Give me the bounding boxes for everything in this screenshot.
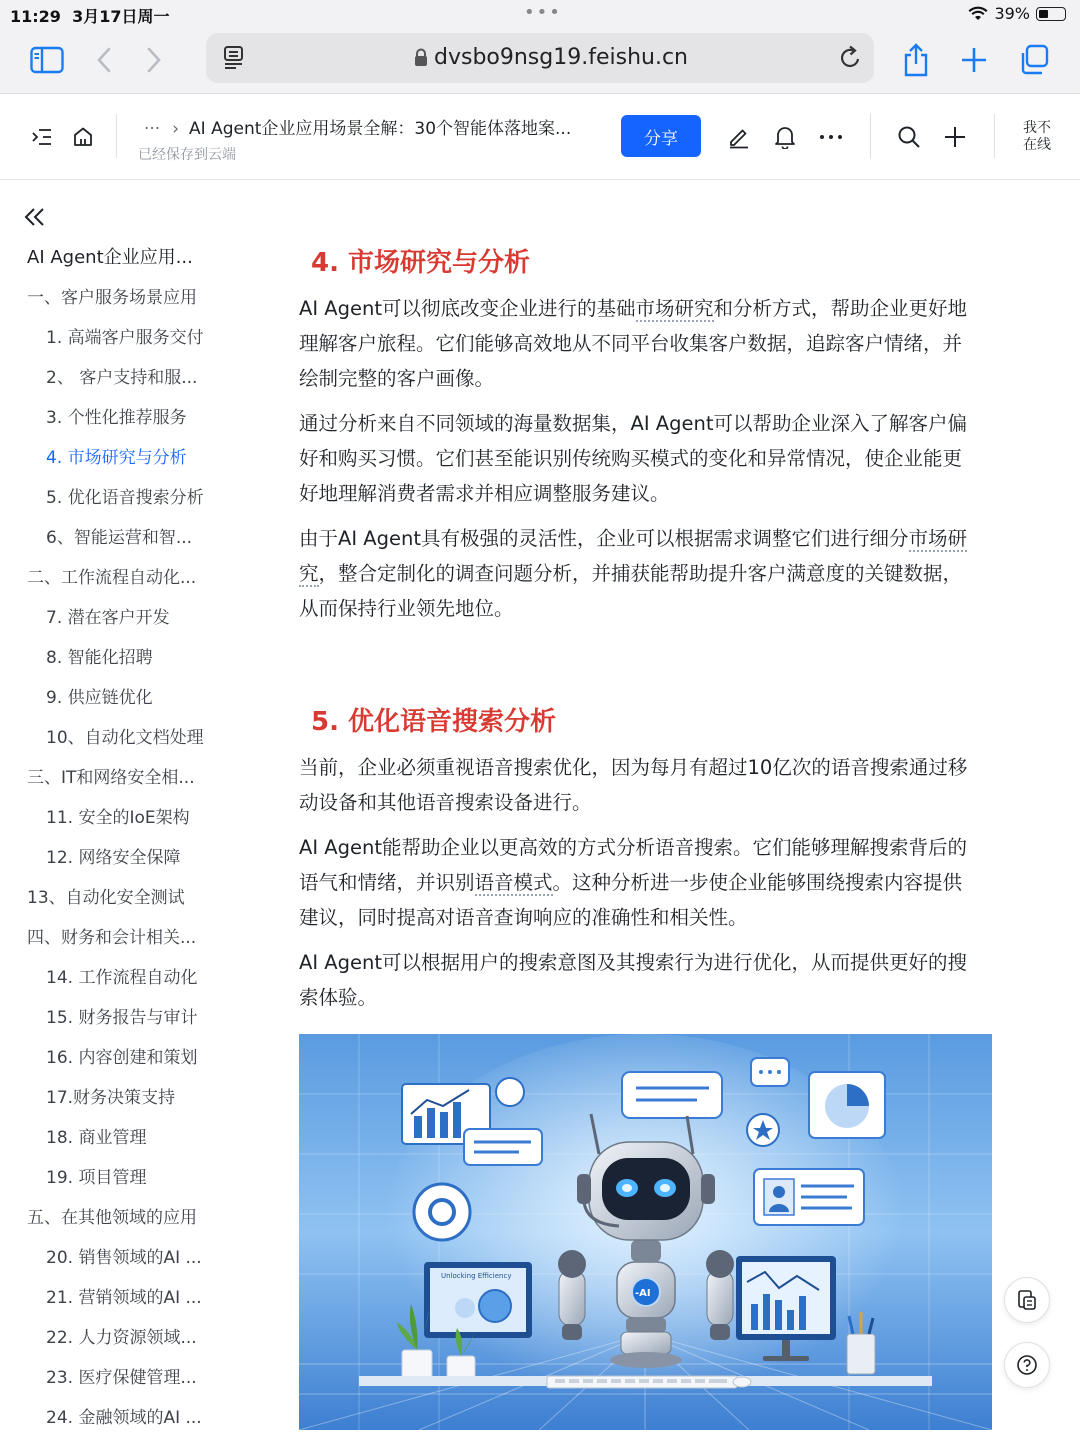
toc-item[interactable]: 9. 供应链优化	[46, 688, 153, 708]
toc-item[interactable]: 7. 潜在客户开发	[46, 608, 170, 628]
toc-item[interactable]: 24. 金融领域的AI ...	[46, 1408, 202, 1428]
toc-item-active[interactable]: 4. 市场研究与分析	[46, 448, 187, 468]
lock-icon	[414, 48, 428, 72]
toc-item[interactable]: 19. 项目管理	[46, 1168, 147, 1188]
paragraph: 由于AI Agent具有极强的灵活性，企业可以根据需求调整它们进行细分市场研究，整合定制化的调查问题分析，并捕获能帮助提升客户满意度的关键数据，从而保持行业领先地位。	[299, 527, 968, 620]
breadcrumb-more[interactable]: ···	[144, 119, 161, 139]
reader-icon[interactable]	[222, 45, 246, 75]
toc-list	[0, 238, 240, 1438]
tabs-overview-icon[interactable]	[1014, 40, 1054, 80]
new-tab-icon[interactable]	[954, 40, 994, 80]
toc-item[interactable]: 四、财务和会计相关...	[27, 928, 197, 948]
help-button[interactable]	[1004, 1342, 1050, 1388]
share-button[interactable]: 分享	[621, 115, 701, 157]
breadcrumb[interactable]: ··· › AI Agent企业应用场景全解：30个智能体落地案...	[144, 119, 572, 139]
toc-item[interactable]: 23. 医疗保健管理...	[46, 1368, 197, 1388]
sidebar-toggle-icon[interactable]	[27, 40, 67, 80]
toc-item[interactable]: 13、自动化安全测试	[27, 888, 185, 908]
status-date: 3月17日周一	[72, 7, 170, 26]
browser-toolbar	[0, 28, 1080, 94]
toc-item[interactable]: 16. 内容创建和策划	[46, 1048, 198, 1068]
paragraph: 当前，企业必须重视语音搜索优化，因为每月有超过10亿次的语音搜索通过移动设备和其他语音搜索设备进行。	[299, 756, 968, 814]
toc-item[interactable]: 1. 高端客户服务交付	[46, 328, 204, 348]
document-icon	[1017, 1289, 1037, 1311]
help-icon	[1016, 1354, 1038, 1376]
term-link[interactable]: 市场研究	[299, 527, 968, 585]
term-link[interactable]: 市场研究	[635, 297, 714, 320]
search-icon[interactable]	[894, 122, 924, 152]
section-heading-5: 5. 优化语音搜索分析	[311, 707, 557, 737]
toc-item[interactable]: 三、IT和网络安全相...	[27, 768, 195, 788]
paragraph: AI Agent可以彻底改变企业进行的基础市场研究和分析方式，帮助企业更好地理解客户旅程。它们能够高效地从不同平台收集客户数据，追踪客户情绪，并绘制完整的客户画像。	[299, 297, 968, 390]
toc-item[interactable]: 五、在其他领域的应用	[27, 1208, 197, 1228]
save-status: 已经保存到云端	[138, 147, 236, 163]
toc-item[interactable]: 11. 安全的IoE架构	[46, 808, 190, 828]
toc-item[interactable]: 3. 个性化推荐服务	[46, 408, 187, 428]
toc-item[interactable]: 8. 智能化招聘	[46, 648, 153, 668]
online-status[interactable]: 我不在线	[1023, 120, 1051, 153]
robot-badge: -AI	[635, 1288, 651, 1299]
screen-caption: Unlocking Efficiency	[441, 1272, 512, 1280]
section-heading-4: 4. 市场研究与分析	[311, 248, 531, 278]
toc-item[interactable]: AI Agent企业应用...	[27, 247, 193, 268]
status-time: 11:29 3月17日周一	[10, 7, 170, 26]
toc-item[interactable]: 17.财务决策支持	[46, 1088, 176, 1108]
address-bar[interactable]	[206, 33, 874, 83]
doc-title: AI Agent企业应用场景全解：30个智能体落地案...	[189, 119, 572, 139]
battery-icon	[1036, 7, 1066, 21]
outline-toggle-icon[interactable]	[27, 122, 57, 152]
collapse-sidebar-icon[interactable]	[22, 206, 48, 232]
wifi-icon	[968, 6, 988, 22]
toc-item[interactable]: 14. 工作流程自动化	[46, 968, 198, 988]
toc-item[interactable]: 15. 财务报告与审计	[46, 1008, 198, 1028]
toc-item[interactable]: 二、工作流程自动化...	[27, 568, 197, 588]
add-icon[interactable]	[940, 122, 970, 152]
toc-sidebar	[0, 180, 240, 1440]
back-icon[interactable]	[84, 40, 124, 80]
status-bar	[0, 0, 1080, 28]
toc-item[interactable]: 21. 营销领域的AI ...	[46, 1288, 202, 1308]
doc-info-button[interactable]	[1004, 1277, 1050, 1323]
forward-icon[interactable]	[134, 40, 174, 80]
toc-item[interactable]: 12. 网络安全保障	[46, 848, 181, 868]
paragraph: AI Agent能帮助企业以更高效的方式分析语音搜索。它们能够理解搜索背后的语气和情绪，并识别语音模式。这种分析进一步使企业能够围绕搜索内容提供建议，同时提高对语音查询响应的准确性和相关性。	[299, 836, 968, 929]
toc-item[interactable]: 18. 商业管理	[46, 1128, 147, 1148]
paragraph: AI Agent可以根据用户的搜索意图及其搜索行为进行优化，从而提供更好的搜索体验。	[299, 951, 968, 1009]
share-icon[interactable]	[896, 40, 936, 80]
toc-item[interactable]: 6、智能运营和智...	[46, 528, 193, 548]
notification-bell-icon[interactable]	[770, 122, 800, 152]
ai-robot-illustration[interactable]	[299, 1034, 992, 1430]
toc-item[interactable]: 22. 人力资源领域...	[46, 1328, 197, 1348]
reload-icon[interactable]	[838, 45, 862, 75]
toc-item[interactable]: 10、自动化文档处理	[46, 728, 204, 748]
doc-header	[0, 94, 1080, 180]
multitask-dots[interactable]: •••	[524, 2, 562, 23]
toc-item[interactable]: 2、 客户支持和服...	[46, 368, 198, 388]
toc-item[interactable]: 20. 销售领域的AI ...	[46, 1248, 202, 1268]
edit-icon[interactable]	[724, 122, 754, 152]
term-link[interactable]: 语音模式	[474, 871, 553, 894]
battery-percent: 39%	[994, 4, 1030, 23]
more-options-icon[interactable]	[816, 122, 846, 152]
toc-item[interactable]: 5. 优化语音搜索分析	[46, 488, 204, 508]
home-icon[interactable]	[68, 122, 98, 152]
toc-item[interactable]: 一、客户服务场景应用	[27, 288, 197, 308]
paragraph: 通过分析来自不同领域的海量数据集，AI Agent可以帮助企业深入了解客户偏好和购买习惯。它们甚至能识别传统购买模式的变化和异常情况，使企业能更好地理解消费者需求并相应调整服务建议。	[299, 412, 968, 505]
url-text: dvsbo9nsg19.feishu.cn	[434, 45, 688, 70]
